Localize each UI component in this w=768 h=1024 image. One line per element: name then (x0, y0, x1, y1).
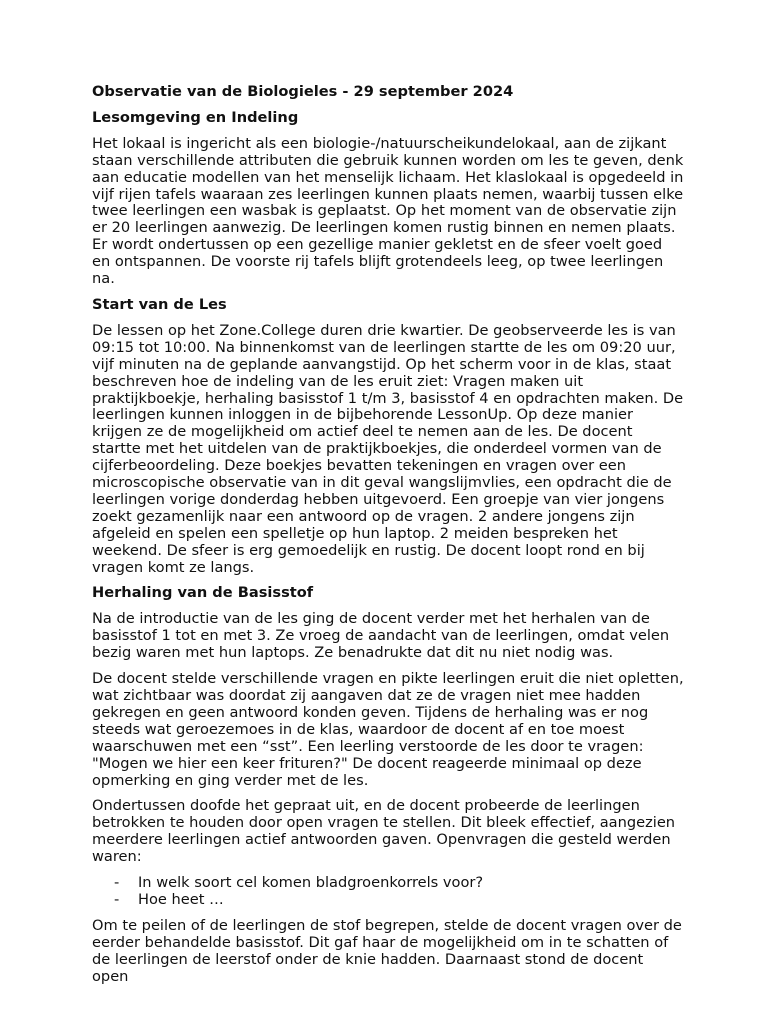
list-item-text: In welk soort cel komen bladgroenkorrels voor? (138, 874, 484, 892)
paragraph: Het lokaal is ingericht als een biologie-/natuurscheikundelokaal, aan de zijkant staan verschillende attributen die gebruik kunnen worden om les te geven, denk aan educatie modellen van het menselijk lichaam. Het klaslokaal is opgedeeld in vijf rijen tafels waaraan zes leerlingen kunnen plaats nemen, waarbij tussen elke twee leerlingen een wasbak is geplaatst. Op het moment van de observatie zijn er 20 leerlingen aanwezig. De leerlingen komen rustig binnen en nemen plaats. Er wordt ondertussen op een gezellige manier gekletst en de sfeer voelt goed en ontspannen. De voorste rij tafels blijft grotendeels leeg, op twee leerlingen na. (92, 134, 684, 288)
paragraph: De docent stelde verschillende vragen en pikte leerlingen eruit die niet opletten, wat zichtbaar was doordat zij aangaven dat ze de vragen niet mee hadden gekregen en geen antwoord konden geven. Tijdens de herhaling was er nog steeds wat geroezemoes in de klas, waardoor de docent af en toe moest waarschuwen met een “sst”. Een leerling verstoorde de les door te vragen: "Mogen we hier een keer frituren?" De docent reageerde minimaal op deze opmerking en ging verder met de les. (92, 670, 684, 789)
bullet-list (92, 875, 684, 909)
list-item (92, 892, 684, 909)
section-heading-lesomgeving: Lesomgeving en Indeling (92, 108, 299, 126)
document-page (92, 84, 684, 995)
paragraph: Om te peilen of de leerlingen de stof begrepen, stelde de docent vragen over de eerder behandelde basisstof. Dit gaf haar de mogelijkheid om in te schatten of de leerlingen de leerstof onder de knie hadden. Daarnaast stond de docent open (92, 916, 682, 985)
paragraph: Na de introductie van de les ging de docent verder met het herhalen van de basisstof 1 tot en met 3. Ze vroeg de aandacht van de leerlingen, omdat velen bezig waren met hun laptops. Ze benadrukte dat dit nu niet nodig was. (92, 610, 670, 662)
section-heading-start: Start van de Les (92, 295, 227, 313)
list-item-text: Hoe heet … (138, 890, 224, 908)
paragraph: De lessen op het Zone.College duren drie kwartier. De geobserveerde les is van 09:15 tot 10:00. Na binnenkomst van de leerlingen startte de les om 09:20 uur, vijf minuten na de geplande aanvangstijd. Op het scherm voor in de klas, staat beschreven hoe de indeling van de les eruit ziet: Vragen maken uit praktijkboekje, herhaling basisstof 1 t/m 3, basisstof 4 en opdrachten maken. De leerlingen kunnen inloggen in de bijbehorende LessonUp. Op deze manier krijgen ze de mogelijkheid om actief deel te nemen aan de les. De docent startte met het uitdelen van de praktijkboekjes, die onderdeel vormen van de cijferbeoordeling. Deze boekjes bevatten tekeningen en vragen over een microscopische observatie van in dit geval wangslijmvlies, een opdracht die de leerlingen vorige donderdag hebben uitgevoerd. Een groepje van vier jongens zoekt gezamenlijk naar een antwoord op de vragen. 2 andere jongens zijn afgeleid en spelen een spelletje op hun laptop. 2 meiden bespreken het weekend. De sfeer is erg gemoedelijk en rustig. De docent loopt rond en bij vragen komt ze langs. (92, 321, 684, 576)
section-heading-herhaling: Herhaling van de Basisstof (92, 584, 314, 602)
document-title: Observatie van de Biologieles - 29 september 2024 (92, 83, 514, 100)
list-item (92, 875, 684, 892)
paragraph: Ondertussen doofde het gepraat uit, en de docent probeerde de leerlingen betrokken te houden door open vragen te stellen. Dit bleek effectief, aangezien meerdere leerlingen actief antwoorden gaven. Openvragen die gesteld werden waren: (92, 797, 676, 866)
bullet-marker: - (114, 890, 120, 908)
bullet-marker: - (114, 874, 120, 892)
